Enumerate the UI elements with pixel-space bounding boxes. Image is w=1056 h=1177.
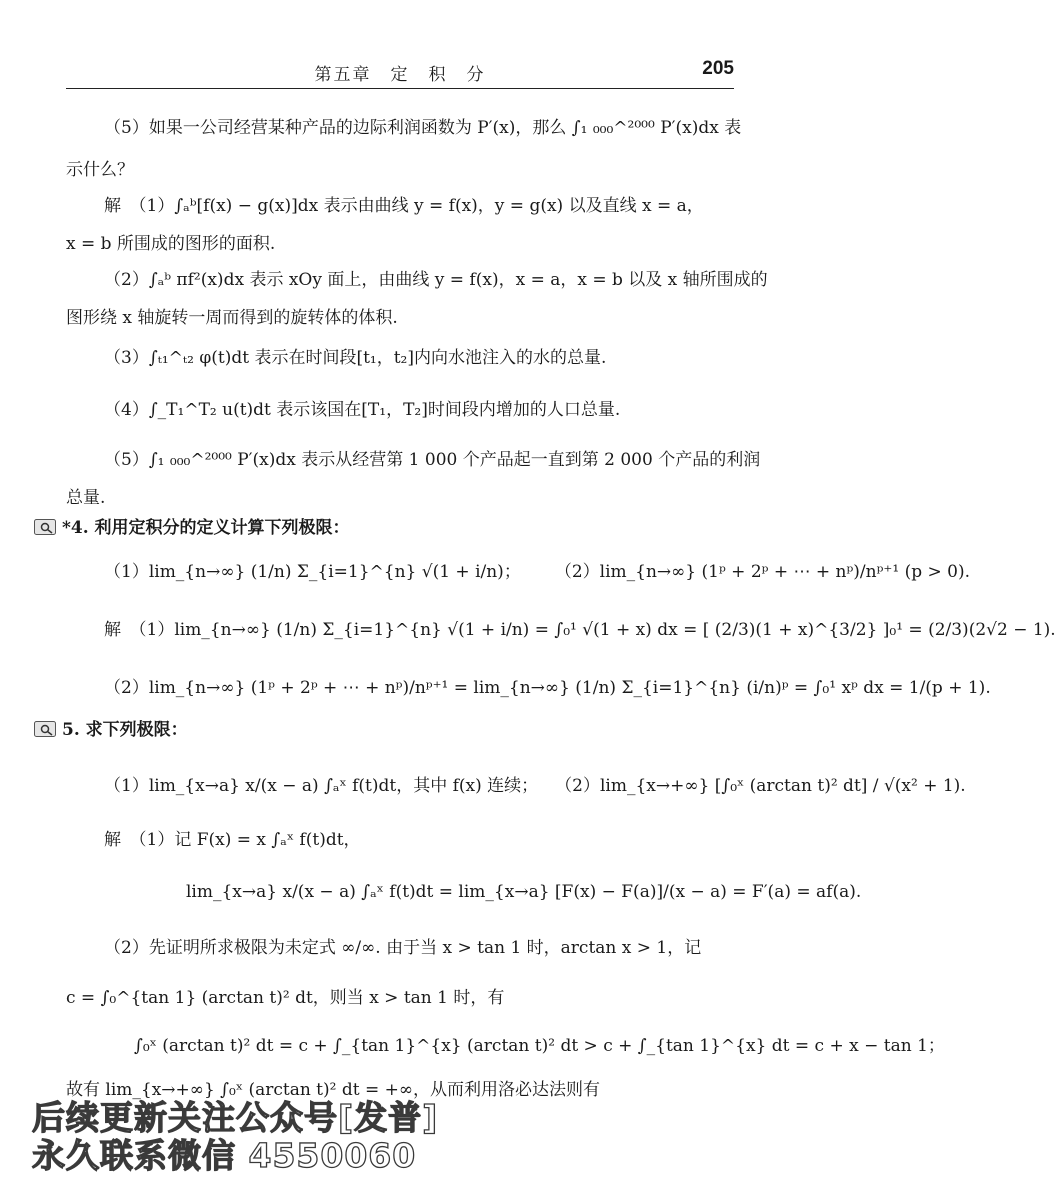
exercise-5-solution-1-line1: 解 （1）记 F(x) = x ∫ₐˣ f(t)dt，: [104, 830, 361, 850]
exercise-5-heading: [34, 718, 734, 742]
solution-5-line1: （5）∫₁ ₀₀₀^²⁰⁰⁰ P′(x)dx 表示从经营第 1 000 个产品起一直到第 2 000 个产品的利润: [104, 450, 761, 470]
exercise-5-solution-1-line2: lim_{x→a} x/(x − a) ∫ₐˣ f(t)dt = lim_{x→a} [F(x) − F(a)]/(x − a) = F′(a) = af(a).: [186, 882, 862, 902]
exercise-5-problems: （1）lim_{x→a} x/(x − a) ∫ₐˣ f(t)dt，其中 f(x) 连续； （2）lim_{x→+∞} [∫₀ˣ (arctan t)² dt] / √(x² + 1).: [104, 776, 966, 796]
exercise-4-solution-2: （2）lim_{n→∞} (1ᵖ + 2ᵖ + ⋯ + nᵖ)/nᵖ⁺¹ = lim_{n→∞} (1/n) Σ_{i=1}^{n} (i/n)ᵖ = ∫₀¹ xᵖ dx = 1/(p + 1).: [104, 678, 991, 698]
page-number: 205: [702, 58, 734, 79]
solution-1-line1: 解 （1）∫ₐᵇ[f(x) − g(x)]dx 表示由曲线 y = f(x)，y = g(x) 以及直线 x = a，: [104, 196, 704, 216]
solution-5-line2: 总量.: [66, 488, 106, 508]
q5-question-line2: 示什么？: [66, 160, 134, 180]
exercise-marker-icon: [34, 519, 56, 535]
exercise-5-solution-2-line2: c = ∫₀^{tan 1} (arctan t)² dt，则当 x > tan 1 时，有: [66, 988, 505, 1008]
watermark-line2: 永久联系微信 4550060: [32, 1136, 417, 1175]
exercise-5-title: 5. 求下列极限：: [62, 720, 188, 740]
exercise-5-solution-2-line4: 故有 lim_{x→+∞} ∫₀ˣ (arctan t)² dt = +∞，从而利用洛必达法则有: [66, 1080, 601, 1100]
exercise-5-solution-2-line3: ∫₀ˣ (arctan t)² dt = c + ∫_{tan 1}^{x} (arctan t)² dt > c + ∫_{tan 1}^{x} dt = c + x − tan 1；: [134, 1036, 945, 1056]
watermark-line1: 后续更新关注公众号[发普]: [32, 1098, 439, 1137]
solution-3: （3）∫ₜ₁^ₜ₂ φ(t)dt 表示在时间段[t₁，t₂]内向水池注入的水的总量.: [104, 348, 607, 368]
page-header: [66, 54, 734, 89]
chapter-title: 第五章 定 积 分: [314, 65, 486, 85]
solution-2-line1: （2）∫ₐᵇ πf²(x)dx 表示 xOy 面上，由曲线 y = f(x)，x = a，x = b 以及 x 轴所围成的: [104, 270, 768, 290]
exercise-4-solution-1: 解 （1）lim_{n→∞} (1/n) Σ_{i=1}^{n} √(1 + i/n) = ∫₀¹ √(1 + x) dx = [ (2/3)(1 + x)^{3/2} ]₀¹ = (2/3)(2√2 − 1).: [104, 620, 1056, 640]
exercise-4-heading: [34, 516, 734, 540]
solution-2-line2: 图形绕 x 轴旋转一周而得到的旋转体的体积.: [66, 308, 398, 328]
solution-1-line2: x = b 所围成的图形的面积.: [66, 234, 276, 254]
exercise-4-title: *4. 利用定积分的定义计算下列极限：: [62, 518, 350, 538]
exercise-marker-icon: [34, 721, 56, 737]
exercise-4-problems: （1）lim_{n→∞} (1/n) Σ_{i=1}^{n} √(1 + i/n)； （2）lim_{n→∞} (1ᵖ + 2ᵖ + ⋯ + nᵖ)/nᵖ⁺¹ (p > 0).: [104, 562, 970, 582]
exercise-5-solution-2-line1: （2）先证明所求极限为未定式 ∞/∞. 由于当 x > tan 1 时，arctan x > 1，记: [104, 938, 702, 958]
q5-question-line1: （5）如果一公司经营某种产品的边际利润函数为 P′(x)，那么 ∫₁ ₀₀₀^²⁰⁰⁰ P′(x)dx 表: [104, 118, 742, 138]
solution-4: （4）∫_T₁^T₂ u(t)dt 表示该国在[T₁，T₂]时间段内增加的人口总量.: [104, 400, 621, 420]
